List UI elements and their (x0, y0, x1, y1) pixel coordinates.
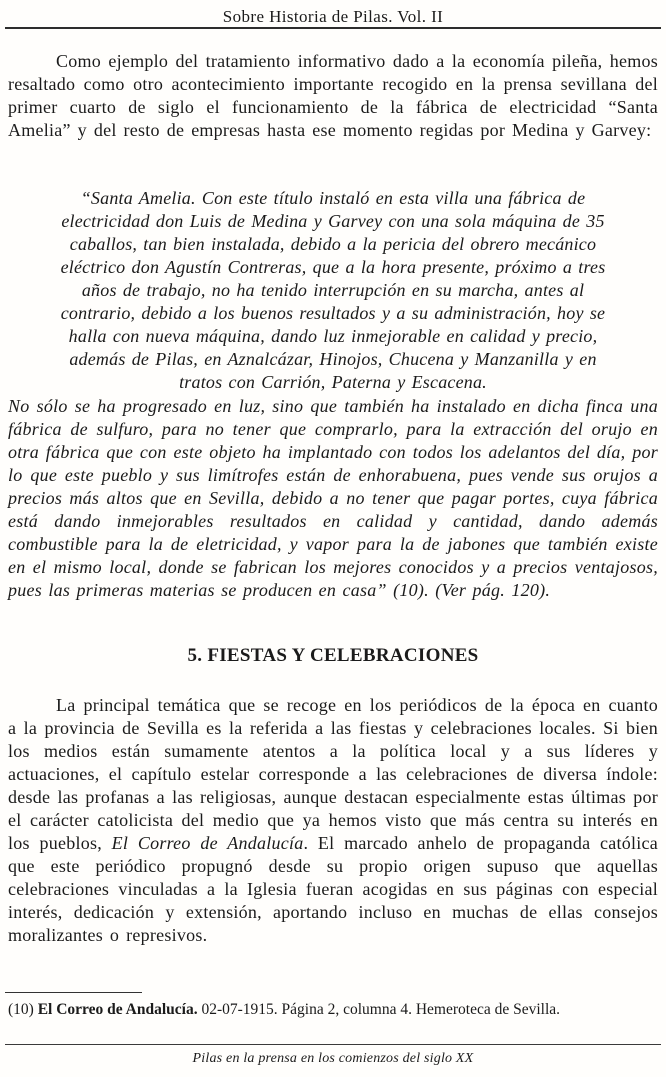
paragraph-intro: Como ejemplo del tratamiento informativo dado a la economía pileña, hemos resaltado como otro acontecimiento importante recogido en la prensa sevillana del primer cuarto de siglo el funcionamiento de la fábrica de electricidad “Santa Amelia” y del resto de empresas hasta ese momento regidas por Medina y Garvey: (8, 51, 658, 140)
quote-line: años de trabajo, no ha tenido interrupción en su marcha, antes al (81, 280, 585, 300)
quote-line: contrario, debido a los buenos resultados y a su administración, hoy se (60, 303, 606, 323)
periodical-name: El Correo de Andalucía (111, 833, 304, 853)
footnote-details: 02-07-1915. Página 2, columna 4. Hemeroteca de Sevilla. (201, 1001, 561, 1018)
header-rule (5, 27, 661, 29)
quote-line: tratos con Carrión, Paterna y Escacena. (179, 372, 487, 392)
quote-justified-block: No sólo se ha progresado en luz, sino que también ha instalado en dicha finca una fábrica de sulfuro, para no tener que comprarlo, para la extracción del orujo en otra fábrica que con este objeto ha implantado con todos los adelantos del día, por lo que este pueblo y sus limítrofes están de enhorabuena, pues vende sus orujos a precios más altos que en Sevilla, debido a no tener que pagar portes, cuya fábrica está dando inmejorables resultados en calidad y cantidad, dando además combustible para la de eletricidad, y vapor para la de jabones que también existe en el mismo local, donde se fabrican los mejores conocidos y a precios ventajosos, pues las primeras materias se producen en casa” (10). (Ver pág. 120). (8, 396, 658, 600)
quote-line: “Santa Amelia. Con este título instaló en esta villa una fábrica de (80, 188, 586, 208)
paragraph-fiestas-text-2: . El marcado anhelo de propaganda católica que este periódico propugnó desde su propio origen supuso que aquellas celebraciones vinculadas a la Iglesia fueran acogidas en sus páginas con especial interés, dedicación y extensión, aportando incluso en muchas de ellas consejos moralizantes o represivos. (8, 833, 658, 945)
footnote-marker: (10) (8, 1001, 34, 1018)
footnote (8, 1000, 660, 1020)
quote-centered-block (8, 187, 658, 394)
paragraph-fiestas-text-1: La principal temática que se recoge en los periódicos de la época en cuanto a la provincia de Sevilla es la referida a las fiestas y celebraciones locales. Si bien los medios están sumamente atentos a la política local y a sus líderes y actuaciones, el capítulo estelar corresponde a las celebraciones de diversa índole: desde las profanas a las religiosas, aunque destacan especialmente estas últimas por el carácter catolicista del medio que ya hemos visto que más centra su interés en los pueblos, (8, 695, 658, 853)
quote-line: además de Pilas, en Aznalcázar, Hinojos, Chucena y Manzanilla y en (69, 349, 597, 369)
footnote-source: El Correo de Andalucía. (37, 1001, 198, 1018)
running-footer-title: Pilas en la prensa en los comienzos del siglo XX (192, 1051, 474, 1066)
quote-line: halla con nueva máquina, dando luz inmejorable en calidad y precio, (68, 326, 598, 346)
quote-line: electricidad don Luis de Medina y Garvey con una sola máquina de 35 (61, 211, 605, 231)
footnote-rule (5, 992, 142, 993)
quote-line: caballos, tan bien instalada, debido a la pericia del obrero mecánico (69, 234, 597, 254)
running-header-title: Sobre Historia de Pilas. Vol. II (222, 7, 444, 26)
footer-rule (5, 1044, 661, 1045)
section-heading: 5. FIESTAS Y CELEBRACIONES (187, 645, 479, 666)
paragraph-fiestas (8, 694, 658, 947)
quote-line: eléctrico don Agustín Contreras, que a la hora presente, próximo a tres (60, 257, 606, 277)
